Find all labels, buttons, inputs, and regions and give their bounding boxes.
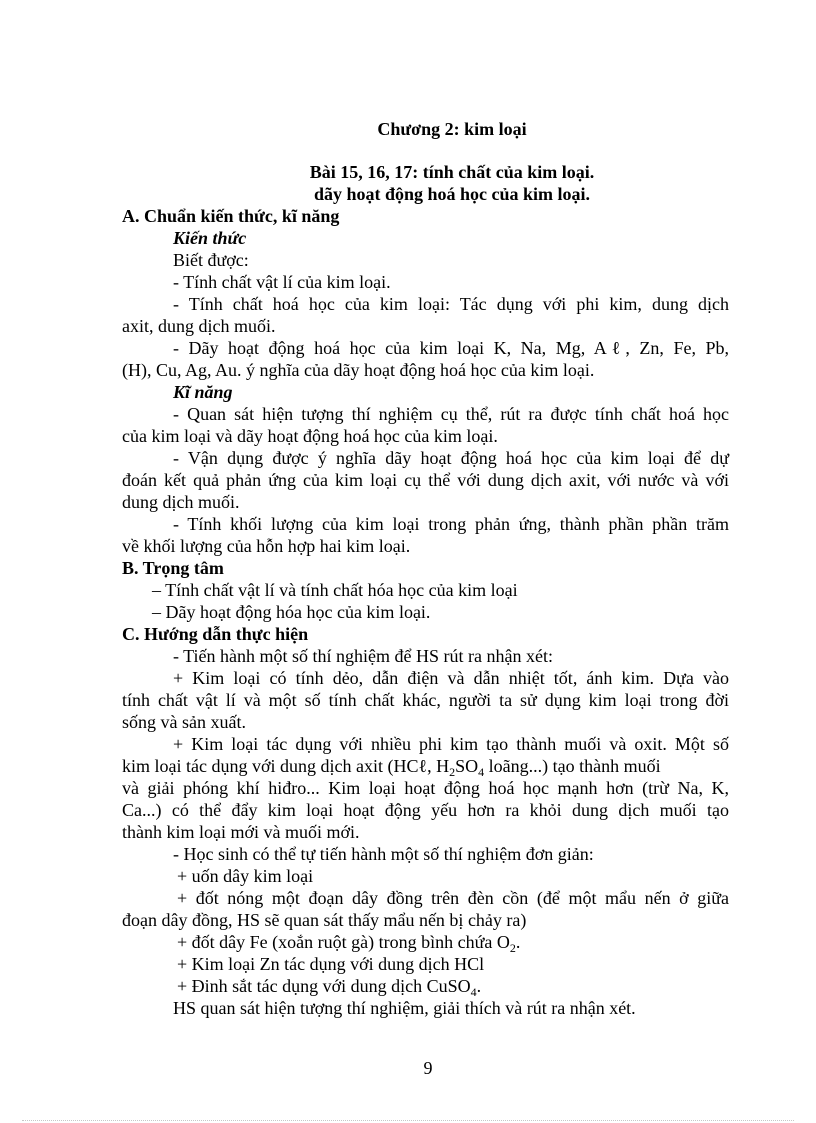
section-b-heading: B. Trọng tâm bbox=[122, 558, 224, 578]
experiment-5 bbox=[177, 975, 481, 997]
skill-item-3-line-1: - Tính khối lượng của kim loại trong phản ứng, thành phần phần trăm bbox=[173, 514, 729, 534]
focus-item-1: – Tính chất vật lí và tính chất hóa học của kim loại bbox=[152, 580, 518, 600]
guide-item-3-line-2-part-c: loãng...) tạo thành muối bbox=[484, 756, 661, 776]
lesson-title-line-1: Bài 15, 16, 17: tính chất của kim loại. bbox=[309, 162, 595, 182]
experiment-2-line-2: đoạn dây đồng, HS sẽ quan sát thấy mẩu nến bị chảy ra) bbox=[122, 910, 527, 930]
chapter-title: Chương 2: kim loại bbox=[377, 119, 527, 139]
lesson-title-line-2: dãy hoạt động hoá học của kim loại. bbox=[313, 184, 591, 204]
experiment-5-text: + Đinh sắt tác dụng với dung dịch CuSO bbox=[177, 976, 471, 996]
guide-item-3-line-2-part-b: SO bbox=[455, 756, 479, 776]
skill-item-1-line-1: - Quan sát hiện tượng thí nghiệm cụ thể, rút ra được tính chất hoá học bbox=[173, 404, 729, 424]
knowledge-item-2-line-1: - Tính chất hoá học của kim loại: Tác dụng với phi kim, dung dịch bbox=[173, 294, 729, 314]
page-number: 9 bbox=[423, 1058, 433, 1078]
knowledge-item-3-line-2: (H), Cu, Ag, Au. ý nghĩa của dãy hoạt động hoá học của kim loại. bbox=[122, 360, 595, 380]
skills-heading: Kĩ năng bbox=[173, 382, 233, 402]
section-a-heading: A. Chuẩn kiến thức, kĩ năng bbox=[122, 206, 340, 226]
experiment-3-text: + đốt dây Fe (xoắn ruột gà) trong bình chứa O bbox=[177, 932, 510, 952]
experiment-5-end: . bbox=[476, 976, 482, 996]
guide-item-2-line-1: + Kim loại có tính dẻo, dẫn điện và dẫn nhiệt tốt, ánh kim. Dựa vào bbox=[173, 668, 729, 688]
section-c-heading: C. Hướng dẫn thực hiện bbox=[122, 624, 309, 644]
knowledge-intro: Biết được: bbox=[173, 250, 249, 270]
guide-item-2-line-2: tính chất vật lí và một số tính chất khác, người ta sử dụng kim loại trong đời bbox=[122, 690, 729, 710]
focus-item-2: – Dãy hoạt động hóa học của kim loại. bbox=[152, 602, 431, 622]
knowledge-item-2-line-2: axit, dung dịch muối. bbox=[122, 316, 276, 336]
skill-item-2-line-1: - Vận dụng được ý nghĩa dãy hoạt động hoá học của kim loại để dự bbox=[173, 448, 729, 468]
page-bottom-divider bbox=[22, 1120, 794, 1121]
subscript-4: 4 bbox=[470, 985, 477, 999]
skill-item-2-line-2: đoán kết quả phản ứng của kim loại cụ thể với dung dịch axit, với nước và với bbox=[122, 470, 729, 490]
guide-item-3-line-2-part-a: kim loại tác dụng với dung dịch axit (HCℓ, H bbox=[122, 756, 450, 776]
guide-item-3-line-1: + Kim loại tác dụng với nhiều phi kim tạo thành muối và oxit. Một số bbox=[173, 734, 729, 754]
experiment-3 bbox=[177, 931, 520, 953]
experiment-4: + Kim loại Zn tác dụng với dung dịch HCl bbox=[177, 954, 485, 974]
guide-item-1: - Tiến hành một số thí nghiệm để HS rút ra nhận xét: bbox=[173, 646, 553, 666]
subscript-4: 4 bbox=[478, 765, 485, 779]
skill-item-2-line-3: dung dịch muối. bbox=[122, 492, 240, 512]
experiment-3-end: . bbox=[515, 932, 521, 952]
guide-item-3-line-2 bbox=[122, 755, 661, 777]
knowledge-heading: Kiến thức bbox=[173, 228, 247, 248]
guide-item-3-line-3: và giải phóng khí hiđro... Kim loại hoạt động hoá học mạnh hơn (trừ Na, K, bbox=[122, 778, 729, 798]
guide-item-3-line-5: thành kim loại mới và muối mới. bbox=[122, 822, 360, 842]
subscript-2: 2 bbox=[449, 765, 456, 779]
experiment-1: + uốn dây kim loại bbox=[177, 866, 314, 886]
subscript-2: 2 bbox=[509, 941, 516, 955]
knowledge-item-3-line-1: - Dãy hoạt động hoá học của kim loại K, Na, Mg, Aℓ, Zn, Fe, Pb, bbox=[173, 338, 729, 358]
guide-item-3-line-4: Ca...) có thể đẩy kim loại hoạt động yếu hơn ra khỏi dung dịch muối tạo bbox=[122, 800, 729, 820]
knowledge-item-1: - Tính chất vật lí của kim loại. bbox=[173, 272, 391, 292]
skill-item-3-line-2: về khối lượng của hỗn hợp hai kim loại. bbox=[122, 536, 411, 556]
guide-item-4: - Học sinh có thể tự tiến hành một số thí nghiệm đơn giản: bbox=[173, 844, 594, 864]
skill-item-1-line-2: của kim loại và dãy hoạt động hoá học của kim loại. bbox=[122, 426, 498, 446]
experiment-2-line-1: + đốt nóng một đoạn dây đồng trên đèn cồn (để một mẩu nến ở giữa bbox=[177, 888, 729, 908]
conclusion: HS quan sát hiện tượng thí nghiệm, giải thích và rút ra nhận xét. bbox=[173, 998, 636, 1018]
guide-item-2-line-3: sống và sản xuất. bbox=[122, 712, 246, 732]
